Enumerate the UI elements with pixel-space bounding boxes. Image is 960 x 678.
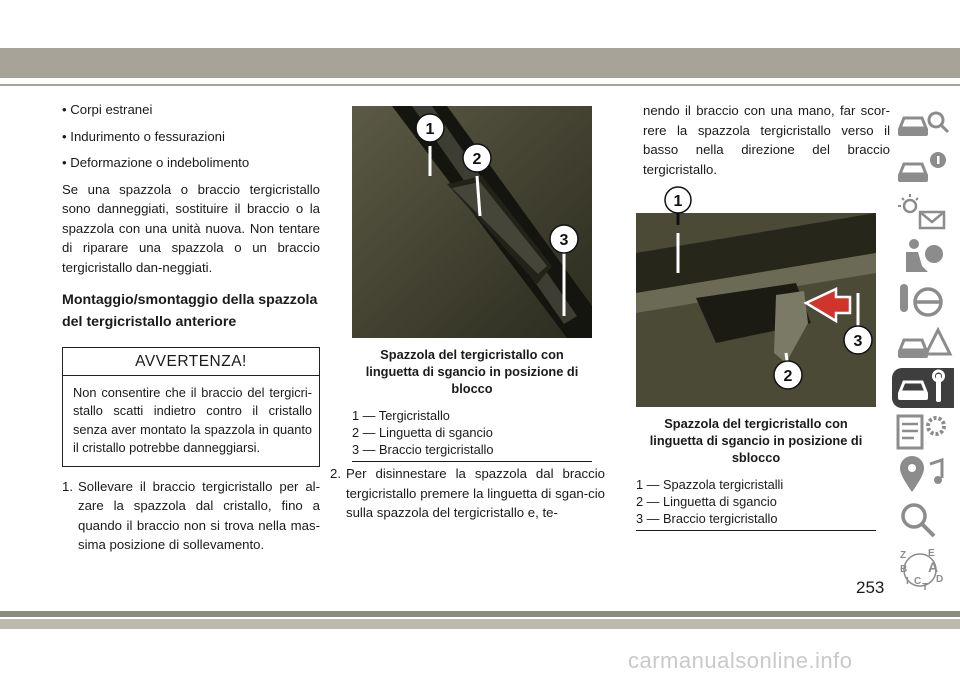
step-1 [62, 477, 320, 555]
tab-car-hazard[interactable] [892, 324, 954, 364]
bullet-item: • Deformazione o indebolimento [62, 155, 250, 170]
warning-title: AVVERTENZA! [63, 348, 319, 376]
top-header-band [0, 48, 960, 78]
media-music-icon [892, 456, 954, 496]
top-divider [0, 84, 960, 86]
car-wrench-icon [892, 368, 954, 408]
column-left [62, 100, 320, 555]
caption-rule [352, 461, 592, 462]
index-letter: T [922, 582, 929, 590]
index-letter: A [928, 559, 939, 575]
callout-3: 3 [559, 232, 569, 249]
callout-2: 2 [783, 368, 793, 385]
warning-box [62, 347, 320, 467]
index-letter: Z [900, 550, 907, 561]
steering-wheel-icon [892, 280, 954, 320]
legend-item: 3 — Braccio tergicristallo [352, 442, 494, 457]
index-letter: I [906, 576, 909, 587]
airbag-seat-icon [892, 236, 954, 276]
caption-title: Spazzola del tergicristallo con linguetta di sgancio in posizione di sblocco [649, 416, 863, 465]
caption-rule [636, 530, 876, 531]
callout-3: 3 [853, 333, 863, 350]
step-text: Per disinnestare la spazzola dal braccio tergicristallo premere la linguetta di sgan-cio sulla spazzola del tergicristallo e, te- [346, 466, 605, 520]
callout-2: 2 [472, 151, 482, 168]
tab-index[interactable] [892, 546, 954, 590]
index-az-icon [892, 546, 954, 590]
caption-title: Spazzola del tergicristallo con linguetta di sgancio in posizione di blocco [365, 347, 579, 396]
fig2-callout-1-marker [660, 185, 696, 225]
index-letter: D [936, 574, 944, 585]
figure-wiper-unlocked [636, 213, 876, 407]
page-number: 253 [856, 578, 885, 597]
legend-item: 2 — Linguetta di sgancio [352, 425, 493, 440]
figure-wiper-locked [352, 106, 592, 338]
tab-car-wrench[interactable] [892, 368, 954, 408]
warning-text: Non consentire che il braccio del tergicri-stallo scatti indietro contro il cristallo senza aver montato la spazzola in quanto il cristallo potrebbe danneggiarsi. [73, 384, 312, 455]
legend-item: 2 — Linguetta di sgancio [636, 494, 777, 509]
bottom-band-light [0, 619, 960, 629]
step-2 [330, 464, 605, 523]
tab-airbag-seat[interactable] [892, 236, 954, 276]
bottom-band [0, 611, 960, 617]
tab-steering-wheel[interactable] [892, 280, 954, 320]
tab-search[interactable] [892, 500, 954, 540]
column-middle [330, 464, 605, 523]
step-number: 2. [330, 466, 341, 481]
column-right-text: nendo il braccio con una mano, far scor-rere la spazzola tergicristallo verso il basso nella direzione del braccio tergicristallo. [643, 103, 890, 177]
tab-media[interactable] [892, 456, 954, 496]
bullet-item: • Corpi estranei [62, 102, 153, 117]
legend-item: 1 — Tergicristallo [352, 408, 450, 423]
bullet-item: • Indurimento o fessurazioni [62, 128, 225, 144]
callout-1: 1 [425, 121, 435, 138]
search-icon [892, 500, 954, 540]
index-letter: B [900, 564, 908, 575]
step-text: Sollevare il braccio tergicristallo per al-zare la spazzola dal cristallo, fino a quando il braccio non si trova nella mas-sima posizione di sollevamento. [78, 478, 320, 552]
car-hazard-icon [892, 324, 954, 364]
callout-1: 1 [673, 193, 683, 210]
car-search-icon [892, 104, 954, 144]
step-number: 1. [62, 478, 73, 494]
specs-gear-icon [892, 412, 954, 452]
warning-lights-icon [892, 192, 954, 232]
damage-paragraph: Se una spazzola o braccio tergicristallo sono danneggiati, sostituire il braccio o la spazzola con una unità nuova. Non tentare di riparare una spazzola o un braccio tergicristallo dan-neggiati. [62, 181, 320, 275]
figure-2-caption [636, 415, 876, 531]
legend-item: 3 — Braccio tergicristallo [636, 511, 778, 526]
watermark: carmanualsonline.info [628, 648, 853, 673]
car-info-icon [892, 148, 954, 188]
tab-car-search[interactable] [892, 104, 954, 144]
section-heading: Montaggio/smontaggio della spazzola del tergicristallo anteriore [62, 292, 318, 330]
tab-warning-lights[interactable] [892, 192, 954, 232]
wiper-locked-illustration [352, 106, 592, 338]
index-letter: C [914, 576, 922, 587]
wiper-unlocked-illustration [636, 213, 876, 407]
figure-1-caption [352, 346, 592, 462]
index-letter: E [928, 548, 935, 559]
tab-specs[interactable] [892, 412, 954, 452]
legend-item: 1 — Spazzola tergicristalli [636, 477, 784, 492]
tab-car-info[interactable] [892, 148, 954, 188]
